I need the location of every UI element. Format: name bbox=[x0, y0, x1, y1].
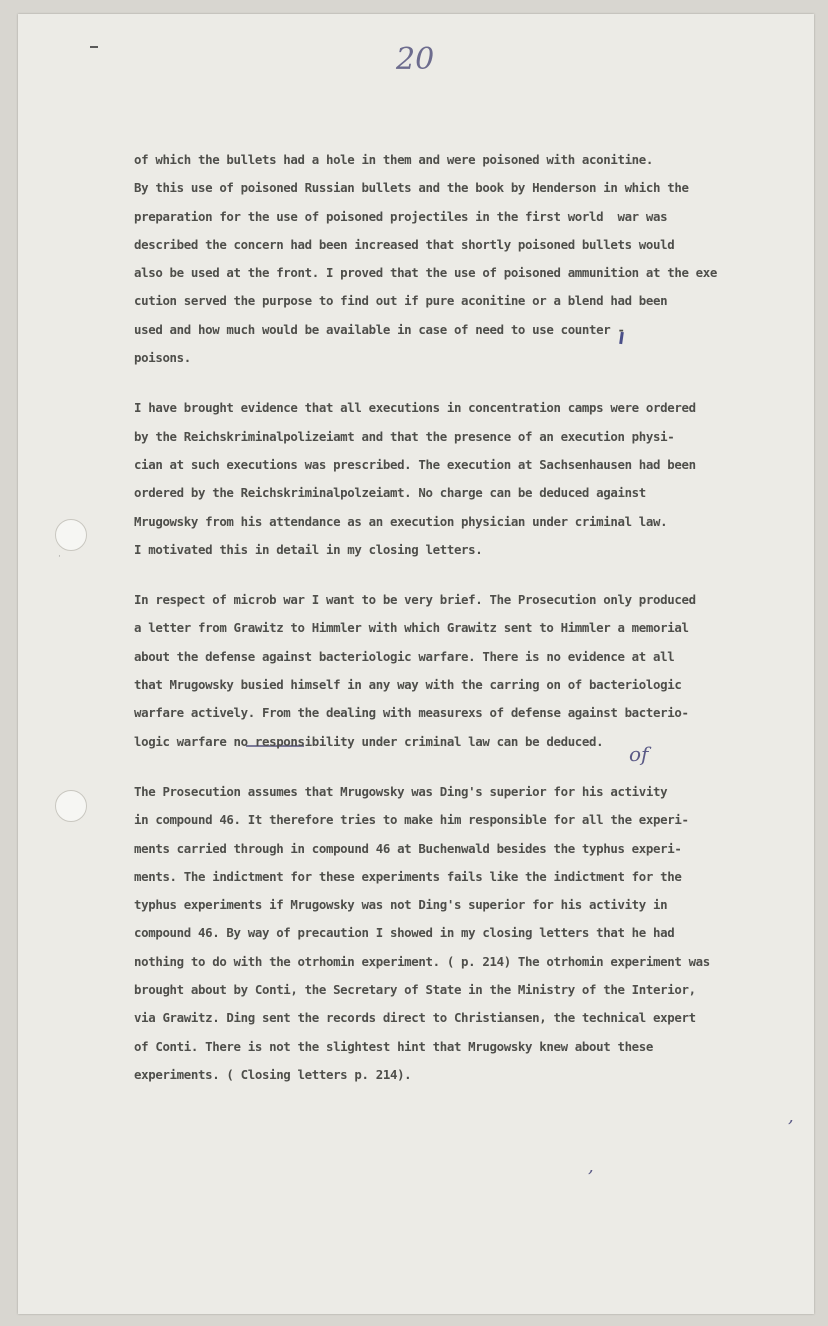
text-line: poisons. bbox=[134, 350, 191, 366]
comma-insert-mark: , bbox=[588, 1156, 594, 1177]
punch-hole-lower bbox=[55, 790, 87, 822]
text-line: preparation for the use of poisoned projectiles in the first world war was bbox=[134, 208, 668, 224]
paragraph bbox=[134, 146, 828, 372]
page-number: 20 bbox=[396, 42, 435, 77]
text-line: about the defense against bacteriologic warfare. There is no evidence at all bbox=[134, 648, 675, 664]
text-line: By this use of poisoned Russian bullets and the book by Henderson in which the bbox=[134, 180, 689, 196]
document-body bbox=[134, 146, 828, 1111]
text-line: Mrugowsky from his attendance as an execution physician under criminal law. bbox=[134, 513, 668, 529]
text-line: In respect of microb war I want to be very brief. The Prosecution only produced bbox=[134, 592, 696, 608]
text-line: ordered by the Reichskriminalpolzeiamt. No charge can be deduced against bbox=[134, 485, 646, 501]
text-line: of Conti. There is not the slightest hint that Mrugowsky knew about these bbox=[134, 1038, 654, 1054]
text-line: logic warfare no responsibility under criminal law can be deduced. bbox=[134, 733, 604, 749]
text-line: cution served the purpose to find out if pure aconitine or a blend had been bbox=[134, 293, 668, 309]
text-line: cian at such executions was prescribed. The execution at Sachsenhausen had been bbox=[134, 456, 696, 472]
text-line: also be used at the front. I proved that the use of poisoned ammunition at the exe bbox=[134, 265, 718, 281]
text-line: brought about by Conti, the Secretary of State in the Ministry of the Interior, bbox=[134, 982, 696, 998]
text-line: by the Reichskriminalpolizeiamt and that the presence of an execution physi- bbox=[134, 428, 675, 444]
text-line: I have brought evidence that all executions in concentration camps were ordered bbox=[134, 400, 696, 416]
margin-dash-mark bbox=[90, 46, 98, 48]
text-line: of which the bullets had a hole in them and were poisoned with aconitine. bbox=[134, 152, 654, 167]
text-line: warfare actively. From the dealing with measurexs of defense against bacterio- bbox=[134, 705, 689, 721]
text-line: used and how much would be available in case of need to use counter - bbox=[134, 321, 625, 337]
paper-sheet bbox=[18, 14, 814, 1314]
text-line: a letter from Grawitz to Himmler with which Grawitz sent to Himmler a memorial bbox=[134, 620, 689, 636]
text-line: I motivated this in detail in my closing letters. bbox=[134, 541, 483, 557]
paragraph bbox=[134, 778, 828, 1089]
paragraph bbox=[134, 586, 828, 756]
punch-hole-upper bbox=[55, 519, 87, 551]
text-line: typhus experiments if Mrugowsky was not Ding's superior for his activity in bbox=[134, 897, 668, 913]
margin-speck: · bbox=[58, 552, 61, 562]
text-line: in compound 46. It therefore tries to make him responsible for all the experi- bbox=[134, 812, 689, 828]
text-line: compound 46. By way of precaution I showed in my closing letters that he had bbox=[134, 925, 675, 941]
text-line: ments. The indictment for these experiments fails like the indictment for the bbox=[134, 868, 682, 884]
text-line: experiments. ( Closing letters p. 214). bbox=[134, 1066, 412, 1082]
comma-insert-mark: , bbox=[788, 1106, 794, 1127]
text-line: that Mrugowsky busied himself in any way with the carring on of bacteriologic bbox=[134, 677, 682, 693]
paragraph bbox=[134, 394, 828, 564]
text-line: via Grawitz. Ding sent the records direct to Christiansen, the technical expert bbox=[134, 1010, 696, 1026]
text-line: described the concern had been increased that shortly poisoned bullets would bbox=[134, 236, 675, 252]
text-line: nothing to do with the otrhomin experiment. ( p. 214) The otrhomin experiment was bbox=[134, 953, 710, 969]
text-line: The Prosecution assumes that Mrugowsky was Ding's superior for his activity bbox=[134, 783, 668, 799]
text-line: ments carried through in compound 46 at Buchenwald besides the typhus experi- bbox=[134, 840, 682, 856]
handwritten-insert-of: of bbox=[629, 742, 649, 766]
